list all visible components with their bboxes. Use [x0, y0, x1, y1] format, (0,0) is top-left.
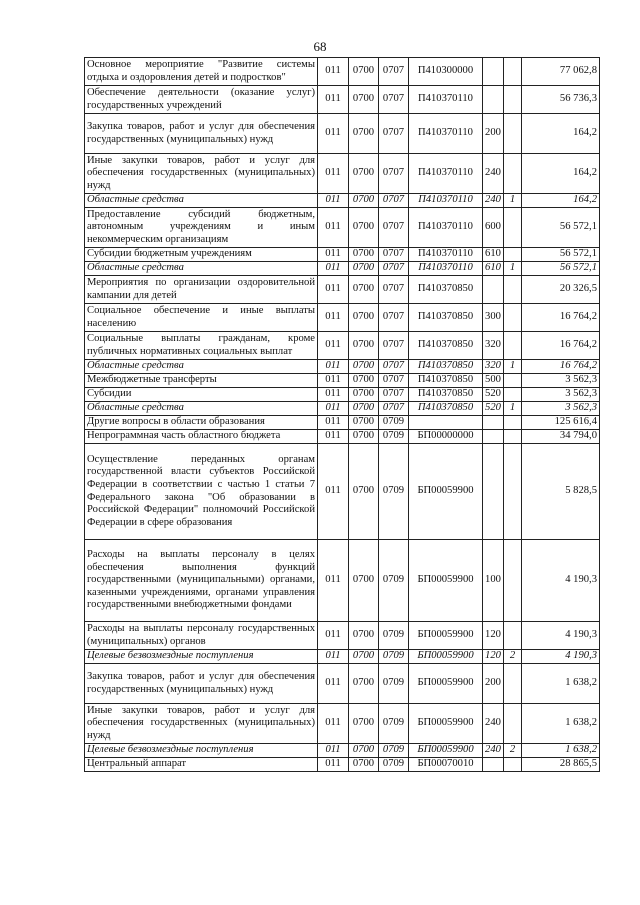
section-code-cell: 0700 [349, 304, 379, 332]
target-article-code-cell: БП00059900 [409, 664, 483, 704]
amount-cell: 5 828,5 [522, 444, 600, 540]
grbs-code-cell: 011 [318, 758, 349, 772]
funding-source-code-cell [504, 540, 522, 622]
expense-name-cell: Расходы на выплаты персоналу в целях обеспечения выполнения функций государственными (муниципальными) органами, казенными учреждениями, органами управления государственными внебюджетными фондами [85, 540, 318, 622]
grbs-code-cell: 011 [318, 194, 349, 208]
amount-cell: 164,2 [522, 114, 600, 154]
amount-cell: 28 865,5 [522, 758, 600, 772]
section-code-cell: 0700 [349, 430, 379, 444]
section-code-cell: 0700 [349, 208, 379, 248]
expense-type-code-cell: 520 [483, 402, 504, 416]
subsection-code-cell: 0709 [379, 430, 409, 444]
amount-cell: 4 190,3 [522, 622, 600, 650]
funding-source-code-cell: 1 [504, 262, 522, 276]
funding-source-code-cell [504, 114, 522, 154]
budget-table-body [85, 58, 600, 772]
table-row [85, 360, 600, 374]
table-row [85, 114, 600, 154]
expense-type-code-cell: 200 [483, 664, 504, 704]
target-article-code-cell: П410370850 [409, 402, 483, 416]
expense-name-cell: Субсидии [85, 388, 318, 402]
grbs-code-cell: 011 [318, 58, 349, 86]
funding-source-code-cell [504, 704, 522, 744]
expense-type-code-cell: 240 [483, 154, 504, 194]
expense-type-code-cell [483, 58, 504, 86]
expense-type-code-cell: 240 [483, 744, 504, 758]
section-code-cell: 0700 [349, 704, 379, 744]
subsection-code-cell: 0707 [379, 58, 409, 86]
expense-name-cell: Непрограммная часть областного бюджета [85, 430, 318, 444]
expense-name-cell: Другие вопросы в области образования [85, 416, 318, 430]
expense-name-cell: Предоставление субсидий бюджетным, автономным учреждениям и иным некоммерческим организациям [85, 208, 318, 248]
table-row [85, 194, 600, 208]
target-article-code-cell: П410370850 [409, 276, 483, 304]
expense-type-code-cell: 610 [483, 262, 504, 276]
target-article-code-cell: П410370850 [409, 360, 483, 374]
table-row [85, 58, 600, 86]
grbs-code-cell: 011 [318, 332, 349, 360]
funding-source-code-cell [504, 664, 522, 704]
table-row [85, 86, 600, 114]
expense-name-cell: Иные закупки товаров, работ и услуг для обеспечения государственных (муниципальных) нужд [85, 154, 318, 194]
amount-cell: 3 562,3 [522, 402, 600, 416]
grbs-code-cell: 011 [318, 430, 349, 444]
section-code-cell: 0700 [349, 416, 379, 430]
expense-type-code-cell: 320 [483, 332, 504, 360]
funding-source-code-cell [504, 388, 522, 402]
funding-source-code-cell [504, 374, 522, 388]
funding-source-code-cell [504, 154, 522, 194]
amount-cell: 164,2 [522, 194, 600, 208]
subsection-code-cell: 0709 [379, 540, 409, 622]
table-row [85, 704, 600, 744]
section-code-cell: 0700 [349, 194, 379, 208]
table-row [85, 374, 600, 388]
grbs-code-cell: 011 [318, 540, 349, 622]
amount-cell: 1 638,2 [522, 744, 600, 758]
grbs-code-cell: 011 [318, 374, 349, 388]
grbs-code-cell: 011 [318, 208, 349, 248]
table-row [85, 154, 600, 194]
target-article-code-cell: П410370110 [409, 248, 483, 262]
funding-source-code-cell [504, 332, 522, 360]
expense-type-code-cell: 200 [483, 114, 504, 154]
subsection-code-cell: 0707 [379, 194, 409, 208]
expense-name-cell: Целевые безвозмездные поступления [85, 744, 318, 758]
grbs-code-cell: 011 [318, 304, 349, 332]
table-row [85, 208, 600, 248]
table-row [85, 332, 600, 360]
section-code-cell: 0700 [349, 86, 379, 114]
target-article-code-cell: БП00059900 [409, 744, 483, 758]
funding-source-code-cell [504, 430, 522, 444]
grbs-code-cell: 011 [318, 114, 349, 154]
grbs-code-cell: 011 [318, 622, 349, 650]
target-article-code-cell: П410370110 [409, 262, 483, 276]
section-code-cell: 0700 [349, 388, 379, 402]
amount-cell: 16 764,2 [522, 332, 600, 360]
amount-cell: 16 764,2 [522, 360, 600, 374]
expense-type-code-cell: 300 [483, 304, 504, 332]
target-article-code-cell: БП00059900 [409, 540, 483, 622]
grbs-code-cell: 011 [318, 276, 349, 304]
amount-cell: 56 572,1 [522, 208, 600, 248]
amount-cell: 56 572,1 [522, 262, 600, 276]
subsection-code-cell: 0707 [379, 208, 409, 248]
target-article-code-cell: П410370850 [409, 304, 483, 332]
target-article-code-cell [409, 416, 483, 430]
amount-cell: 56 736,3 [522, 86, 600, 114]
target-article-code-cell: П410370110 [409, 86, 483, 114]
expense-name-cell: Закупка товаров, работ и услуг для обеспечения государственных (муниципальных) нужд [85, 664, 318, 704]
section-code-cell: 0700 [349, 114, 379, 154]
section-code-cell: 0700 [349, 664, 379, 704]
expense-name-cell: Областные средства [85, 194, 318, 208]
expense-name-cell: Субсидии бюджетным учреждениям [85, 248, 318, 262]
grbs-code-cell: 011 [318, 388, 349, 402]
funding-source-code-cell [504, 622, 522, 650]
table-row [85, 758, 600, 772]
expense-name-cell: Целевые безвозмездные поступления [85, 650, 318, 664]
expense-name-cell: Центральный аппарат [85, 758, 318, 772]
subsection-code-cell: 0707 [379, 154, 409, 194]
funding-source-code-cell: 1 [504, 402, 522, 416]
section-code-cell: 0700 [349, 402, 379, 416]
grbs-code-cell: 011 [318, 248, 349, 262]
expense-type-code-cell: 120 [483, 650, 504, 664]
expense-name-cell: Осуществление переданных органам государственной власти субъектов Российской Федерации в соответствии с частью 1 статьи 7 Федерального закона "Об образовании в Российской Федерации" полномочий Российской Федерации в сфере образования [85, 444, 318, 540]
grbs-code-cell: 011 [318, 664, 349, 704]
expense-type-code-cell [483, 758, 504, 772]
section-code-cell: 0700 [349, 650, 379, 664]
section-code-cell: 0700 [349, 262, 379, 276]
grbs-code-cell: 011 [318, 402, 349, 416]
target-article-code-cell: П410370110 [409, 154, 483, 194]
grbs-code-cell: 011 [318, 744, 349, 758]
expense-name-cell: Социальные выплаты гражданам, кроме публичных нормативных социальных выплат [85, 332, 318, 360]
table-row [85, 388, 600, 402]
amount-cell: 16 764,2 [522, 304, 600, 332]
section-code-cell: 0700 [349, 374, 379, 388]
target-article-code-cell: П410370110 [409, 208, 483, 248]
section-code-cell: 0700 [349, 622, 379, 650]
table-row [85, 430, 600, 444]
target-article-code-cell: П410300000 [409, 58, 483, 86]
section-code-cell: 0700 [349, 540, 379, 622]
funding-source-code-cell [504, 86, 522, 114]
grbs-code-cell: 011 [318, 650, 349, 664]
subsection-code-cell: 0707 [379, 304, 409, 332]
subsection-code-cell: 0707 [379, 114, 409, 154]
expense-name-cell: Социальное обеспечение и иные выплаты населению [85, 304, 318, 332]
section-code-cell: 0700 [349, 154, 379, 194]
funding-source-code-cell [504, 58, 522, 86]
target-article-code-cell: П410370850 [409, 374, 483, 388]
subsection-code-cell: 0709 [379, 416, 409, 430]
table-row [85, 650, 600, 664]
grbs-code-cell: 011 [318, 416, 349, 430]
grbs-code-cell: 011 [318, 444, 349, 540]
grbs-code-cell: 011 [318, 86, 349, 114]
amount-cell: 1 638,2 [522, 704, 600, 744]
expense-type-code-cell [483, 276, 504, 304]
amount-cell: 3 562,3 [522, 388, 600, 402]
subsection-code-cell: 0707 [379, 332, 409, 360]
target-article-code-cell: БП00059900 [409, 704, 483, 744]
funding-source-code-cell [504, 248, 522, 262]
expense-type-code-cell: 240 [483, 704, 504, 744]
expense-name-cell: Областные средства [85, 402, 318, 416]
subsection-code-cell: 0709 [379, 622, 409, 650]
target-article-code-cell: П410370850 [409, 332, 483, 360]
funding-source-code-cell [504, 758, 522, 772]
subsection-code-cell: 0707 [379, 388, 409, 402]
expense-name-cell: Закупка товаров, работ и услуг для обеспечения государственных (муниципальных) нужд [85, 114, 318, 154]
amount-cell: 3 562,3 [522, 374, 600, 388]
section-code-cell: 0700 [349, 758, 379, 772]
funding-source-code-cell: 1 [504, 360, 522, 374]
amount-cell: 4 190,3 [522, 650, 600, 664]
section-code-cell: 0700 [349, 332, 379, 360]
table-row [85, 664, 600, 704]
expense-name-cell: Межбюджетные трансферты [85, 374, 318, 388]
subsection-code-cell: 0709 [379, 744, 409, 758]
amount-cell: 77 062,8 [522, 58, 600, 86]
expense-type-code-cell [483, 430, 504, 444]
subsection-code-cell: 0707 [379, 360, 409, 374]
subsection-code-cell: 0709 [379, 758, 409, 772]
amount-cell: 34 794,0 [522, 430, 600, 444]
table-row [85, 416, 600, 430]
expense-type-code-cell: 610 [483, 248, 504, 262]
table-row [85, 304, 600, 332]
amount-cell: 20 326,5 [522, 276, 600, 304]
expense-type-code-cell: 100 [483, 540, 504, 622]
table-row [85, 744, 600, 758]
subsection-code-cell: 0709 [379, 650, 409, 664]
target-article-code-cell: П410370110 [409, 114, 483, 154]
funding-source-code-cell: 1 [504, 194, 522, 208]
subsection-code-cell: 0707 [379, 86, 409, 114]
expense-type-code-cell: 240 [483, 194, 504, 208]
subsection-code-cell: 0709 [379, 704, 409, 744]
expense-name-cell: Областные средства [85, 360, 318, 374]
subsection-code-cell: 0707 [379, 276, 409, 304]
subsection-code-cell: 0707 [379, 374, 409, 388]
target-article-code-cell: БП00070010 [409, 758, 483, 772]
target-article-code-cell: П410370110 [409, 194, 483, 208]
section-code-cell: 0700 [349, 444, 379, 540]
target-article-code-cell: БП00059900 [409, 444, 483, 540]
expense-type-code-cell: 120 [483, 622, 504, 650]
expense-name-cell: Иные закупки товаров, работ и услуг для обеспечения государственных (муниципальных) нужд [85, 704, 318, 744]
grbs-code-cell: 011 [318, 262, 349, 276]
amount-cell: 1 638,2 [522, 664, 600, 704]
table-row [85, 540, 600, 622]
table-row [85, 622, 600, 650]
expense-name-cell: Областные средства [85, 262, 318, 276]
table-row [85, 262, 600, 276]
budget-table [84, 57, 600, 772]
funding-source-code-cell [504, 304, 522, 332]
target-article-code-cell: БП00059900 [409, 650, 483, 664]
section-code-cell: 0700 [349, 248, 379, 262]
table-row [85, 248, 600, 262]
section-code-cell: 0700 [349, 58, 379, 86]
table-row [85, 444, 600, 540]
expense-type-code-cell [483, 444, 504, 540]
funding-source-code-cell [504, 416, 522, 430]
section-code-cell: 0700 [349, 744, 379, 758]
expense-type-code-cell: 600 [483, 208, 504, 248]
funding-source-code-cell [504, 276, 522, 304]
target-article-code-cell: П410370850 [409, 388, 483, 402]
page-number: 68 [313, 39, 327, 54]
table-row [85, 276, 600, 304]
amount-cell: 4 190,3 [522, 540, 600, 622]
expense-name-cell: Обеспечение деятельности (оказание услуг) государственных учреждений [85, 86, 318, 114]
target-article-code-cell: БП00059900 [409, 622, 483, 650]
section-code-cell: 0700 [349, 360, 379, 374]
amount-cell: 164,2 [522, 154, 600, 194]
expense-type-code-cell: 500 [483, 374, 504, 388]
funding-source-code-cell [504, 208, 522, 248]
expense-name-cell: Мероприятия по организации оздоровительной кампании для детей [85, 276, 318, 304]
subsection-code-cell: 0707 [379, 402, 409, 416]
funding-source-code-cell: 2 [504, 744, 522, 758]
amount-cell: 125 616,4 [522, 416, 600, 430]
expense-type-code-cell: 320 [483, 360, 504, 374]
subsection-code-cell: 0709 [379, 664, 409, 704]
funding-source-code-cell: 2 [504, 650, 522, 664]
expense-type-code-cell [483, 86, 504, 114]
subsection-code-cell: 0709 [379, 444, 409, 540]
expense-name-cell: Расходы на выплаты персоналу государственных (муниципальных) органов [85, 622, 318, 650]
expense-name-cell: Основное мероприятие "Развитие системы отдыха и оздоровления детей и подростков" [85, 58, 318, 86]
amount-cell: 56 572,1 [522, 248, 600, 262]
grbs-code-cell: 011 [318, 360, 349, 374]
target-article-code-cell: БП00000000 [409, 430, 483, 444]
grbs-code-cell: 011 [318, 154, 349, 194]
funding-source-code-cell [504, 444, 522, 540]
grbs-code-cell: 011 [318, 704, 349, 744]
table-row [85, 402, 600, 416]
expense-type-code-cell [483, 416, 504, 430]
expense-type-code-cell: 520 [483, 388, 504, 402]
section-code-cell: 0700 [349, 276, 379, 304]
subsection-code-cell: 0707 [379, 248, 409, 262]
subsection-code-cell: 0707 [379, 262, 409, 276]
